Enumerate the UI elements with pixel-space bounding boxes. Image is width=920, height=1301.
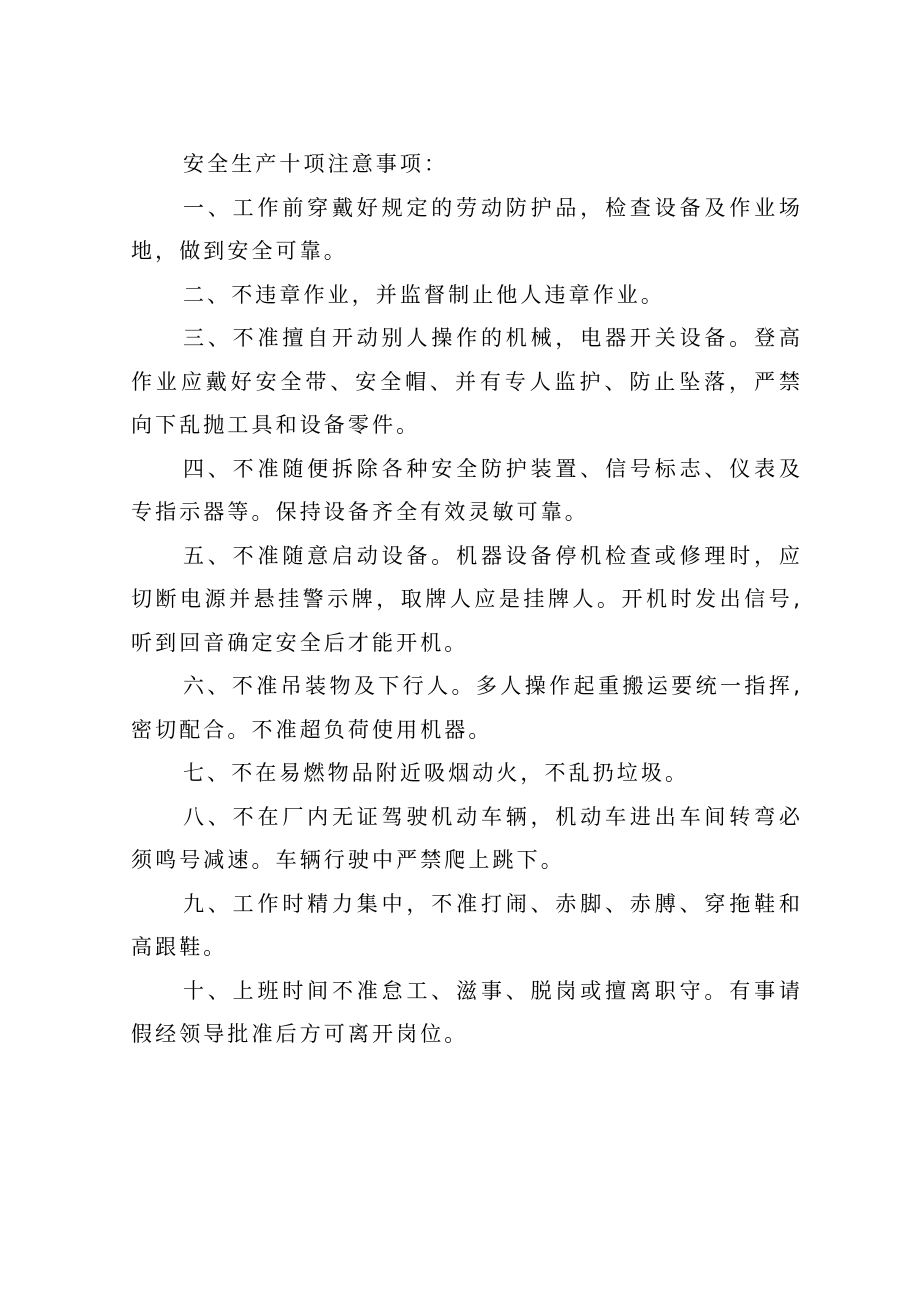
rule-item-10: 十、上班时间不准怠工、滋事、脱岗或擅离职守。有事请假经领导批准后方可离开岗位。 bbox=[131, 978, 803, 1046]
rule-item-5: 五、不准随意启动设备。机器设备停机检查或修理时，应切断电源并悬挂警示牌，取牌人应是挂牌人。开机时发出信号,听到回音确定安全后才能开机。 bbox=[131, 543, 803, 655]
rule-item-7: 七、不在易燃物品附近吸烟动火，不乱扔垃圾。 bbox=[183, 761, 690, 785]
rule-item-4: 四、不准随便拆除各种安全防护装置、信号标志、仪表及专指示器等。保持设备齐全有效灵敏可靠。 bbox=[131, 456, 803, 524]
rule-item-9: 九、工作时精力集中，不准打闹、赤脚、赤膊、穿拖鞋和高跟鞋。 bbox=[131, 891, 803, 959]
document-title: 安全生产十项注意事项： bbox=[183, 152, 449, 176]
document-body bbox=[131, 143, 803, 1057]
rule-item-3: 三、不准擅自开动别人操作的机械，电器开关设备。登高作业应戴好安全带、安全帽、并有专人监护、防止坠落，严禁向下乱抛工具和设备零件。 bbox=[131, 326, 803, 437]
rule-item-2: 二、不违章作业，并监督制止他人违章作业。 bbox=[183, 282, 665, 307]
rule-item-1: 一、工作前穿戴好规定的劳动防护品，检查设备及作业场地，做到安全可靠。 bbox=[131, 195, 803, 263]
rule-item-6: 六、不准吊装物及下行人。多人操作起重搬运要统一指挥,密切配合。不准超负荷使用机器。 bbox=[131, 674, 803, 742]
rule-item-8: 八、不在厂内无证驾驶机动车辆，机动车进出车间转弯必须鸣号减速。车辆行驶中严禁爬上跳下。 bbox=[131, 804, 803, 872]
